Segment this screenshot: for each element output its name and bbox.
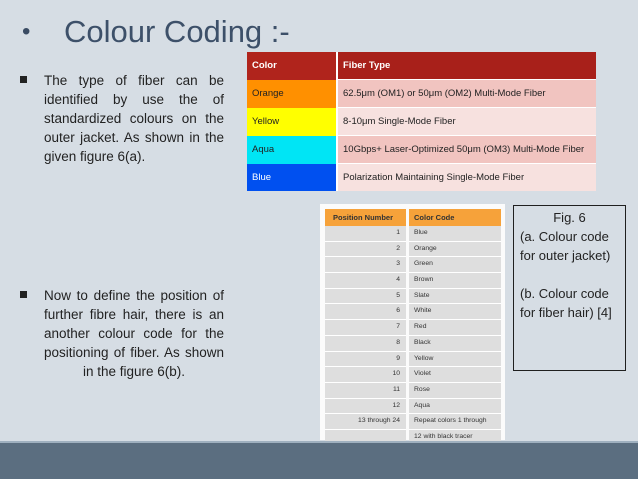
fiber-type-cell: Polarization Maintaining Single-Mode Fiber <box>337 164 596 192</box>
position-number-cell: 9 <box>325 352 406 368</box>
table-row <box>247 164 596 192</box>
figure-caption-box <box>513 205 626 371</box>
color-swatch-cell: Aqua <box>247 136 337 164</box>
jacket-color-table <box>247 52 596 191</box>
position-number-column <box>325 209 406 446</box>
color-code-cell: Violet <box>409 367 501 383</box>
table-row <box>247 108 596 136</box>
fiber-type-cell: 8-10μm Single-Mode Fiber <box>337 108 596 136</box>
position-number-cell: 13 through 24 <box>325 414 406 430</box>
position-number-cell: 8 <box>325 336 406 352</box>
position-number-cell: 6 <box>325 304 406 320</box>
slide-title: Colour Coding :- <box>64 14 290 49</box>
position-number-cell: 7 <box>325 320 406 336</box>
header-position-number: Position Number <box>325 209 406 226</box>
caption-b: (b. Colour code for fiber hair) [4] <box>520 286 612 320</box>
color-code-cell: Yellow <box>409 352 501 368</box>
position-number-cell: 1 <box>325 226 406 242</box>
header-color-code: Color Code <box>409 209 501 226</box>
color-code-cell: Slate <box>409 289 501 305</box>
fiber-type-cell: 10Gbps+ Laser-Optimized 50μm (OM3) Multi-Mode Fiber <box>337 136 596 164</box>
position-number-cell: 3 <box>325 257 406 273</box>
color-code-cell: 12 with black tracer <box>409 430 501 446</box>
position-number-cell: 5 <box>325 289 406 305</box>
table-row <box>247 80 596 108</box>
color-code-cell: Repeat colors 1 through <box>409 414 501 430</box>
footer-bar <box>0 443 638 479</box>
fiber-type-cell: 62.5μm (OM1) or 50μm (OM2) Multi-Mode Fiber <box>337 80 596 108</box>
paragraph-text: The type of fiber can be identified by use the of standardized colours on the outer jacket. As shown in the given figure 6(a). <box>44 73 224 164</box>
header-color: Color <box>247 52 337 80</box>
color-code-cell: White <box>409 304 501 320</box>
position-number-cell: 4 <box>325 273 406 289</box>
color-swatch-cell: Yellow <box>247 108 337 136</box>
color-code-cell: Orange <box>409 242 501 258</box>
color-code-cell: Brown <box>409 273 501 289</box>
header-fiber-type: Fiber Type <box>337 52 596 80</box>
color-code-cell: Aqua <box>409 399 501 415</box>
slide-title-bullet: • <box>22 18 31 45</box>
color-swatch-cell: Blue <box>247 164 337 192</box>
color-code-cell: Blue <box>409 226 501 242</box>
position-color-table <box>320 204 505 440</box>
color-code-column <box>409 209 501 446</box>
caption-a: (a. Colour code for outer jacket) <box>520 229 611 263</box>
position-number-cell: 11 <box>325 383 406 399</box>
square-bullet-icon <box>20 291 27 298</box>
color-code-cell: Black <box>409 336 501 352</box>
table-row <box>247 136 596 164</box>
paragraph-text: Now to define the position of further fibre hair, there is an another colour code for the positioning of fiber. As shown in the figure 6(b). <box>44 288 224 379</box>
color-swatch-cell: Orange <box>247 80 337 108</box>
caption-title: Fig. 6 <box>553 210 586 225</box>
color-code-cell: Green <box>409 257 501 273</box>
paragraph-jacket <box>20 71 224 166</box>
paragraph-position <box>20 286 224 381</box>
table-header-row <box>247 52 596 80</box>
square-bullet-icon <box>20 76 27 83</box>
color-code-cell: Red <box>409 320 501 336</box>
position-number-cell: 10 <box>325 367 406 383</box>
color-code-cell: Rose <box>409 383 501 399</box>
position-number-cell: 2 <box>325 242 406 258</box>
position-number-cell: 12 <box>325 399 406 415</box>
